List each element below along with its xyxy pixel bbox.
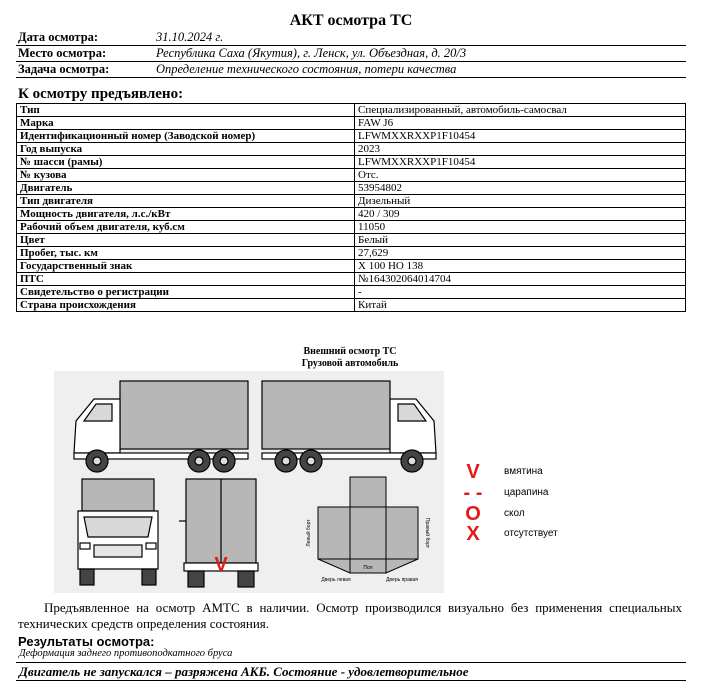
net-label-left-side: Левый борт [306, 519, 312, 547]
spec-value: Дизельный [355, 195, 686, 208]
spec-key: Тип [17, 104, 355, 117]
spec-value: 53954802 [355, 182, 686, 195]
spec-key: Двигатель [17, 182, 355, 195]
inspection-note: Предъявленное на осмотр АМТС в наличии. Осмотр производился визуально без применения специальных технических средств определения состояния. [18, 600, 682, 631]
result-text: Деформация заднего противоподкатного бруса [19, 648, 233, 659]
table-row [17, 156, 686, 169]
spec-value: - [355, 286, 686, 299]
truck-diagram-svg [54, 371, 444, 593]
legend-item-missing [458, 524, 588, 544]
spec-value: 27,629 [355, 247, 686, 260]
spec-value: Белый [355, 234, 686, 247]
net-label-door-left: Дверь левая [321, 577, 351, 583]
scratch-mark-icon: - - [463, 482, 483, 504]
header-value: Республика Саха (Якутия), г. Ленск, ул. Объездная, д. 20/3 [156, 46, 467, 60]
legend-item-chip [458, 504, 588, 524]
header-row-date [16, 30, 686, 46]
table-row [17, 208, 686, 221]
exterior-subtitle-line: Грузовой автомобиль [301, 358, 399, 369]
net-label-right-side: Правый борт [424, 517, 430, 549]
truck-front-view [78, 479, 158, 585]
legend-item-dent [458, 462, 588, 482]
spec-key: Страна происхождения [17, 299, 355, 312]
damage-mark-rear-bar: V [214, 554, 228, 576]
table-row [17, 117, 686, 130]
spec-table [16, 103, 686, 312]
net-label-floor: Пол [363, 565, 373, 571]
header-label: Дата осмотра: [18, 30, 99, 44]
spec-value: 420 / 309 [355, 208, 686, 221]
result-line [16, 664, 686, 681]
table-row [17, 195, 686, 208]
spec-value: Китай [355, 299, 686, 312]
legend-label: царапина [504, 487, 549, 498]
spec-value: FAW J6 [355, 117, 686, 130]
table-row [17, 273, 686, 286]
exterior-title-line: Внешний осмотр ТС [303, 346, 397, 357]
results-heading: Результаты осмотра: [18, 634, 155, 649]
header-value: Определение технического состояния, потери качества [156, 62, 457, 76]
truck-rear-view [179, 479, 258, 587]
table-row [17, 286, 686, 299]
spec-key: Свидетельство о регистрации [17, 286, 355, 299]
spec-value: Х 100 НО 138 [355, 260, 686, 273]
header-label: Задача осмотра: [18, 62, 110, 76]
table-row [17, 182, 686, 195]
table-row [17, 234, 686, 247]
table-row [17, 247, 686, 260]
header-value: 31.10.2024 г. [156, 30, 224, 44]
chip-mark-icon: O [465, 503, 481, 525]
net-label-door-right: Дверь правая [386, 577, 418, 583]
spec-key: Идентификационный номер (Заводской номер) [17, 130, 355, 143]
result-line [16, 648, 686, 663]
cargo-body-net [305, 477, 431, 583]
spec-value: №164302064014704 [355, 273, 686, 286]
legend-label: отсутствует [504, 528, 558, 539]
header-label: Место осмотра: [18, 46, 107, 60]
spec-value: 2023 [355, 143, 686, 156]
table-row [17, 130, 686, 143]
spec-value: LFWMXXRXXP1F10454 [355, 130, 686, 143]
spec-key: Марка [17, 117, 355, 130]
spec-key: Год выпуска [17, 143, 355, 156]
spec-key: Государственный знак [17, 260, 355, 273]
missing-mark-icon: X [466, 523, 480, 545]
spec-value: LFWMXXRXXP1F10454 [355, 156, 686, 169]
header-row-task [16, 62, 686, 78]
spec-key: Тип двигателя [17, 195, 355, 208]
legend-label: скол [504, 508, 525, 519]
spec-key: № кузова [17, 169, 355, 182]
presented-heading: К осмотру предъявлено: [18, 86, 184, 102]
spec-value: Отс. [355, 169, 686, 182]
header-row-place [16, 46, 686, 62]
table-row [17, 104, 686, 117]
truck-right-side-view [262, 381, 436, 472]
spec-key: Рабочий объем двигателя, куб.см [17, 221, 355, 234]
document-title: АКТ осмотра ТС [289, 12, 413, 29]
spec-value: Специализированный, автомобиль-самосвал [355, 104, 686, 117]
table-row [17, 221, 686, 234]
spec-key: № шасси (рамы) [17, 156, 355, 169]
truck-left-side-view [74, 381, 248, 472]
spec-key: Пробег, тыс. км [17, 247, 355, 260]
legend-label: вмятина [504, 466, 543, 477]
table-row [17, 143, 686, 156]
table-row [17, 260, 686, 273]
table-row [17, 169, 686, 182]
spec-key: ПТС [17, 273, 355, 286]
legend-item-scratch [458, 483, 588, 503]
spec-key: Мощность двигателя, л.с./кВт [17, 208, 355, 221]
dent-mark-icon: V [466, 461, 480, 483]
spec-key: Цвет [17, 234, 355, 247]
exterior-title [220, 346, 480, 370]
truck-inspection-diagram [54, 371, 444, 593]
spec-value: 11050 [355, 221, 686, 234]
result-text: Двигатель не запускался – разряжена АКБ. Состояние - удовлетворительное [19, 664, 469, 679]
table-row [17, 299, 686, 312]
